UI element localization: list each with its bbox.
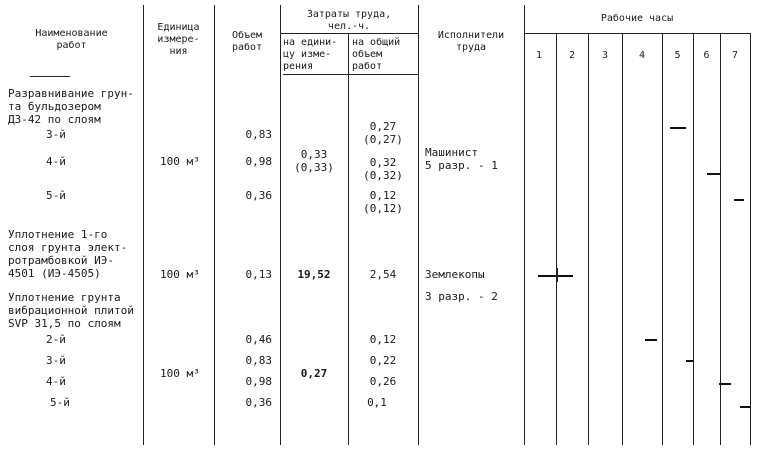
s2-total: 2,54 <box>369 268 397 281</box>
header-hour: 2 <box>568 50 576 61</box>
s3-per-unit: 0,27 <box>300 367 328 380</box>
header-labor <box>280 9 418 33</box>
s1-workers-line: Машинист <box>425 146 478 159</box>
header-labor-per-unit-line: на едини- <box>283 37 338 48</box>
header-bottom-rule <box>283 74 418 75</box>
header-labor-per-unit <box>283 37 337 73</box>
s1-total <box>350 120 416 146</box>
header-labor-total <box>352 37 400 73</box>
header-workers <box>418 30 524 54</box>
gantt-bar-s3-4 <box>719 383 731 385</box>
s1-total-line: (0,12) <box>363 202 403 215</box>
s1-layer: 5-й <box>46 189 66 202</box>
s3-total: 0,26 <box>369 375 397 388</box>
s3-name-line: SVP 31,5 по слоям <box>8 317 121 330</box>
s3-layer: 3-й <box>46 354 66 367</box>
header-labor-line: чел.-ч. <box>327 21 371 32</box>
gantt-bar-s1-3 <box>670 127 686 129</box>
s3-total: 0,1 <box>367 396 387 409</box>
s3-volume: 0,98 <box>245 375 272 388</box>
header-unit-line: ния <box>169 46 188 57</box>
header-hour: 3 <box>601 50 609 61</box>
s2-name-line: Уплотнение 1-го <box>8 228 108 241</box>
gantt-bar-s1-4 <box>707 173 721 175</box>
header-hour: 5 <box>674 50 681 61</box>
header-volume-line: Объем <box>231 30 263 41</box>
col-divider-hours <box>524 5 525 445</box>
col-divider-unit <box>143 5 144 445</box>
header-labor-per-unit-line: цу изме- <box>283 49 332 60</box>
header-unit-line: измере- <box>157 34 200 45</box>
gantt-bar-tick <box>556 268 558 282</box>
header-hour: 1 <box>535 50 543 61</box>
header-volume <box>214 30 280 54</box>
s1-name <box>8 87 134 126</box>
s2-name-line: слоя грунта элект- <box>8 241 128 254</box>
header-name-line: работ <box>56 40 87 51</box>
s2-name <box>8 228 127 280</box>
hour-divider <box>662 33 663 445</box>
hour-divider <box>693 33 694 445</box>
gantt-bar-s3-5 <box>740 406 751 408</box>
labor-header-rule <box>280 33 418 34</box>
s1-total-line: 0,12 <box>369 189 397 202</box>
s2-name-line: 4501 (ИЭ-4505) <box>8 267 101 280</box>
s1-total <box>350 189 416 215</box>
s1-workers-line: 5 разр. - 1 <box>425 159 498 172</box>
s1-total-line: (0,27) <box>363 133 403 146</box>
gantt-bar-s3-2 <box>645 339 657 341</box>
s3-total: 0,22 <box>369 354 397 367</box>
header-labor-per-unit-line: рения <box>283 61 314 72</box>
s3-layer: 2-й <box>46 333 66 346</box>
s1-layer: 3-й <box>46 128 66 141</box>
s2-name-line: ротрамбовкой ИЭ- <box>8 254 114 267</box>
s2-workers-line: 3 разр. - 2 <box>425 290 498 303</box>
s1-layer: 4-й <box>46 155 66 168</box>
col-divider-labor-inner <box>348 33 349 445</box>
s2-unit: 100 м³ <box>160 268 200 281</box>
hour-divider <box>556 33 557 445</box>
hour-divider <box>622 33 623 445</box>
s1-total-line: 0,32 <box>369 156 397 169</box>
s3-unit: 100 м³ <box>160 367 200 380</box>
header-labor-line: Затраты труда, <box>306 9 392 20</box>
header-name-line: Наименование <box>35 28 108 39</box>
s3-volume: 0,83 <box>245 354 272 367</box>
s1-total <box>350 156 416 182</box>
s2-workers-line: Землекопы <box>425 268 485 281</box>
hour-divider <box>588 33 589 445</box>
s3-name-line: Уплотнение грунта <box>8 291 121 304</box>
header-name <box>0 28 143 52</box>
s1-total-line: (0,32) <box>363 169 403 182</box>
header-labor-total-line: на общий <box>352 37 401 48</box>
header-unit <box>143 22 214 58</box>
s2-per-unit: 19,52 <box>297 268 331 281</box>
hours-header-rule <box>524 33 750 34</box>
header-workers-line: Исполнители <box>437 30 505 41</box>
header-labor-total-line: работ <box>352 61 383 72</box>
s3-total: 0,12 <box>369 333 397 346</box>
s1-total-line: 0,27 <box>369 120 397 133</box>
header-hour: 6 <box>703 50 710 61</box>
header-labor-total-line: объем <box>352 49 383 60</box>
s3-layer: 5-й <box>50 396 70 409</box>
hour-divider <box>750 33 751 445</box>
s1-volume: 0,83 <box>245 128 272 141</box>
header-workers-line: труда <box>455 42 487 53</box>
header-hour: 4 <box>638 50 646 61</box>
header-volume-line: работ <box>231 42 263 53</box>
s1-unit: 100 м³ <box>160 155 200 168</box>
s1-volume: 0,36 <box>245 189 272 202</box>
header-unit-line: Единица <box>157 22 200 33</box>
header-bottom-rule-left <box>30 76 70 77</box>
s2-volume: 0,13 <box>245 268 272 281</box>
s1-volume: 0,98 <box>245 155 272 168</box>
s1-workers <box>425 146 498 172</box>
s3-name-line: вибрационной плитой <box>8 304 134 317</box>
s1-name-line: Разравнивание грун- <box>8 87 134 100</box>
s1-name-line: ДЗ-42 по слоям <box>8 113 101 126</box>
s1-name-line: та бульдозером <box>8 100 101 113</box>
s3-volume: 0,36 <box>245 396 272 409</box>
s3-name <box>8 291 134 330</box>
header-hours-title: Рабочие часы <box>600 13 674 24</box>
col-divider-workers <box>418 5 419 445</box>
s1-per-unit-line: 0,33 <box>300 148 328 161</box>
s3-layer: 4-й <box>46 375 66 388</box>
s3-volume: 0,46 <box>245 333 272 346</box>
s1-per-unit-line: (0,33) <box>294 161 334 174</box>
gantt-bar-s1-5 <box>734 199 744 201</box>
header-hour: 7 <box>731 50 739 61</box>
s1-per-unit <box>280 148 348 174</box>
gantt-bar-s3-3 <box>686 360 694 362</box>
